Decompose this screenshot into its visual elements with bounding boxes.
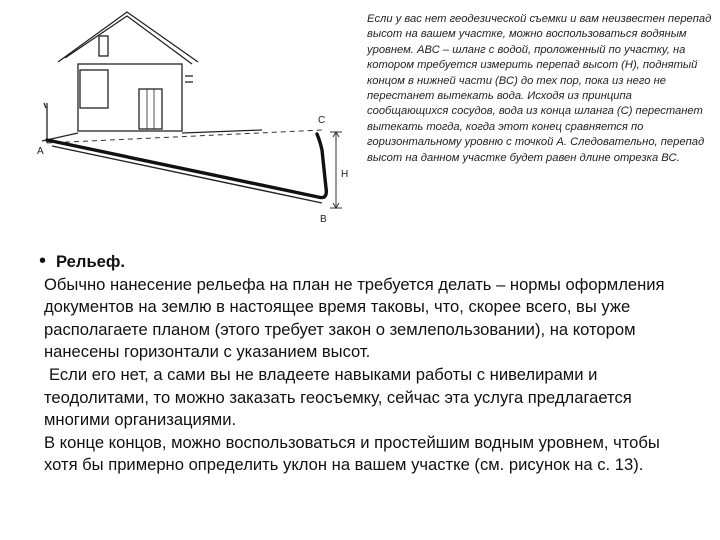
house-drawing	[58, 12, 198, 131]
stake-marker	[44, 103, 47, 143]
paragraph-1: Обычно нанесение рельефа на план не требуется делать – нормы оформления документов на землю в настоящее время таковы, что, скорее всего, вы уже располагаете планом (этого требует закон о землепользовании), на котором нанесены горизонтали с указанием высот.	[44, 274, 665, 362]
label-h: H	[341, 169, 349, 180]
hose	[47, 134, 326, 198]
bullet-marker: •	[39, 250, 47, 272]
paragraph-3: В конце концов, можно воспользоваться и простейшим водным уровнем, чтобы хотя бы примерно определить уклон на вашем участке (см. рисунок на с. 13).	[44, 432, 660, 475]
diagram-caption: Если у вас нет геодезической съемки и вам неизвестен перепад высот на вашем участке, можно воспользоваться водяным уровнем. АВС – шланг с водой, проложенный по участку, на котором требуется измерить перепад высот (Н), поднятый концом в нижней части (ВС) до тех пор, пока из него не перестанет вытекать вода. Исходя из принципа сообщающихся сосудов, вода из конца шланга (С) перестанет вытекать тогда, когда этот конец сравняется по горизонтальному уровню с точкой А. Следовательно, перепад высот на данном участке будет равен длине отрезка ВС.	[367, 13, 712, 164]
section-heading	[39, 250, 694, 274]
water-level-diagram	[0, 0, 360, 240]
label-c: C	[318, 115, 326, 126]
level-line	[47, 130, 322, 143]
label-b: B	[320, 214, 327, 225]
heading-title: Рельеф.	[56, 252, 125, 271]
label-a: A	[37, 146, 44, 157]
paragraph-2: Если его нет, а сами вы не владеете навыками работы с нивелирами и теодолитами, то можно заказать геосъемку, сейчас эта услуга предлагается многими организациями.	[44, 364, 632, 430]
main-text	[39, 250, 694, 477]
